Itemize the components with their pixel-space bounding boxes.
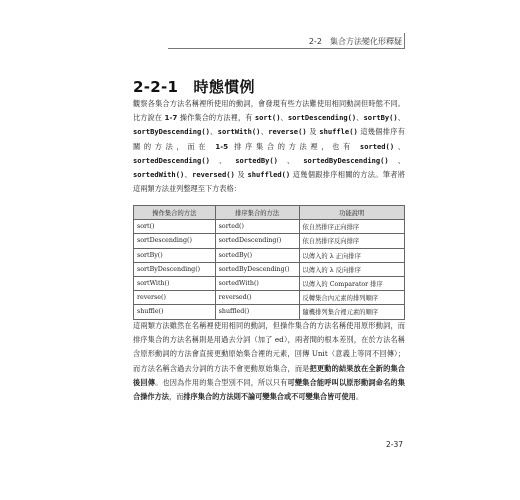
- table-cell: sortWith(): [134, 276, 216, 290]
- table-cell: 隨機排列集合裡元素的順序: [299, 305, 405, 319]
- text-run: 這幾個跟排序相關的方法。筆者將這兩類方法並列整理至下方表格：: [133, 170, 405, 194]
- text-run: 、: [356, 113, 364, 123]
- header-tick-mark: [404, 33, 405, 49]
- text-run: 、: [397, 113, 405, 123]
- table-cell: sortBy(): [134, 248, 216, 262]
- inline-code-method: sortedByDescending(): [303, 155, 389, 165]
- inline-code-method: sortByDescending(): [133, 127, 210, 137]
- inline-code-method: shuffle(): [319, 127, 358, 137]
- inline-code-method: sortedBy(): [235, 155, 278, 165]
- text-run: 、: [394, 141, 405, 151]
- table-row: [134, 276, 405, 290]
- header-cell-description: 功能說明: [299, 206, 405, 220]
- methods-comparison-table: [133, 205, 405, 320]
- table-row: [134, 248, 405, 262]
- emphasis-text: 1-5: [215, 141, 229, 151]
- text-run: 觀察各集合方法名稱裡所使用的動詞，會發現有些方法難使用相同動詞但時態不同。比方說在: [133, 99, 405, 123]
- header-rule: [168, 48, 404, 49]
- table-cell: 依自然排序正向排序: [299, 220, 405, 234]
- table-row: [134, 234, 405, 248]
- table-row: [134, 291, 405, 305]
- inline-code-method: sortBy(): [363, 113, 398, 123]
- emphasis-text: 可變集合能呼叫以原形動詞命名的集合操作方法: [133, 377, 405, 402]
- text-run: 操作集合的方法裡，有: [177, 113, 255, 123]
- text-run: 、: [280, 113, 288, 123]
- inline-code-method: reversed(): [192, 170, 235, 180]
- inline-code-method: sortWith(): [217, 127, 261, 137]
- table-cell: shuffled(): [215, 305, 299, 319]
- text-run: 、: [260, 127, 269, 137]
- text-run: 、: [388, 155, 405, 165]
- paragraph-intro: [133, 97, 405, 196]
- table-cell: sortByDescending(): [134, 262, 216, 276]
- table-cell: 依自然排序反向排序: [299, 234, 405, 248]
- header-cell-mutating-methods: 操作集合的方法: [134, 206, 216, 220]
- page-number: 2-37: [386, 440, 404, 449]
- text-run: 、: [277, 155, 304, 165]
- table-cell: sorted(): [215, 220, 299, 234]
- table-cell: reversed(): [215, 291, 299, 305]
- table-header-row: [134, 206, 405, 220]
- table-cell: 以傳入的 λ 正向排序: [299, 248, 405, 262]
- text-run: 、: [209, 127, 218, 137]
- table-cell: 以傳入的 λ 反向排序: [299, 262, 405, 276]
- table-cell: sortDescending(): [134, 234, 216, 248]
- table-cell: sortedByDescending(): [215, 262, 299, 276]
- text-run: 及: [234, 170, 248, 180]
- table-row: [134, 220, 405, 234]
- table-cell: reverse(): [134, 291, 216, 305]
- text-run: 及: [306, 127, 320, 137]
- emphasis-text: 把更動的結果放在全新的集合後回傳: [133, 363, 405, 387]
- running-head: 2-2 集合方法變化形釋疑: [308, 37, 402, 46]
- table-row: [134, 305, 405, 319]
- inline-code-method: sortedWith(): [133, 170, 185, 180]
- inline-code-method: reverse(): [268, 127, 307, 137]
- emphasis-text: 排序集合的方法則不論可變集合或不可變集合皆可使用: [183, 392, 356, 402]
- inline-code-method: sortedDescending(): [133, 155, 210, 165]
- text-run: 、: [184, 170, 193, 180]
- table-cell: 反轉集合內元素的排列順序: [299, 291, 405, 305]
- inline-code-method: shuffled(): [247, 170, 291, 180]
- text-run: 、: [209, 155, 236, 165]
- emphasis-text: 1-7: [164, 113, 178, 123]
- inline-code-method: sortDescending(): [287, 113, 357, 123]
- table-cell: 以傳入的 Comparator 排序: [299, 276, 405, 290]
- paragraph-explanation: [133, 319, 405, 404]
- text-run: 。也因為作用的集合型別不同，所以只有: [155, 377, 288, 387]
- text-run: 排序集合的方法裡，也有: [228, 141, 360, 151]
- table-cell: shuffle(): [134, 305, 216, 319]
- inline-code-method: sorted(): [359, 141, 395, 151]
- table-row: [134, 262, 405, 276]
- inline-code-method: sort(): [254, 113, 281, 123]
- text-run: 這兩類方法雖然在名稱裡使用相同的動詞，但操作集合的方法名稱使用原形動詞，而排序集合的方法名稱則是用過去分詞（加了 ed），兩者間的根本差別，在於方法名稱含原形動詞的方法會直接更動原始集合裡的元素，回傳 Unit（意義上等同不回傳）；而方法名稱含過去分詞的方法不會更動原始集合，而是: [133, 321, 405, 373]
- table-cell: sort(): [134, 220, 216, 234]
- table-cell: sortedBy(): [215, 248, 299, 262]
- text-run: ，而: [168, 392, 184, 402]
- table-cell: sortedDescending(): [215, 234, 299, 248]
- text-run: 。: [355, 392, 364, 402]
- table-cell: sortedWith(): [215, 276, 299, 290]
- section-title: 2-2-1 時態慣例: [133, 78, 255, 96]
- header-cell-sorting-methods: 排序集合的方法: [215, 206, 299, 220]
- text-run: 這幾個排序有關的方法，而在: [133, 127, 405, 151]
